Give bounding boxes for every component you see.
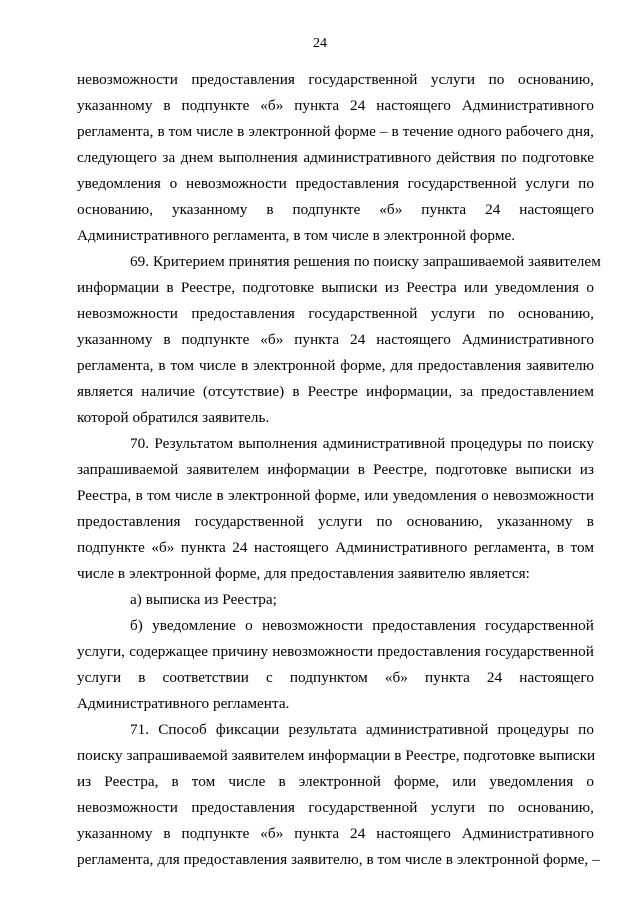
text-line: информации в Реестре, подготовке выписки из Реестра или уведомления о [77, 279, 594, 296]
text-line: невозможности предоставления государственной услуги по основанию, [77, 71, 594, 88]
paragraph-69-first-line: 69. Критерием принятия решения по поиску запрашиваемой заявителем [130, 253, 601, 270]
page-number: 24 [313, 36, 327, 51]
text-line: которой обратился заявитель. [77, 409, 270, 426]
list-item-b: б) уведомление о невозможности предоставления государственной [130, 617, 594, 634]
text-line: регламента, в том числе в электронной форме – в течение одного рабочего дня, [77, 123, 594, 140]
text-line: Административного регламента. [77, 695, 290, 712]
text-line: основанию, указанному в подпункте «б» пункта 24 настоящего [77, 201, 594, 218]
text-line: услуги в соответствии с подпунктом «б» пункта 24 настоящего [77, 669, 594, 686]
text-line: указанному в подпункте «б» пункта 24 настоящего Административного [77, 97, 594, 114]
paragraph-71-first-line: 71. Способ фиксации результата административной процедуры по [130, 721, 594, 738]
text-line: числе в электронной форме, для предоставления заявителю является: [77, 565, 530, 582]
text-line: услуги, содержащее причину невозможности предоставления государственной [77, 643, 594, 660]
text-line: подпункте «б» пункта 24 настоящего Административного регламента, в том [77, 539, 594, 556]
text-line: указанному в подпункте «б» пункта 24 настоящего Административного [77, 331, 594, 348]
text-line: невозможности предоставления государственной услуги по основанию, [77, 799, 594, 816]
text-line: из Реестра, в том числе в электронной форме, или уведомления о [77, 773, 594, 790]
text-line: запрашиваемой заявителем информации в Реестре, подготовке выписки из [77, 461, 594, 478]
text-line: указанному в подпункте «б» пункта 24 настоящего Административного [77, 825, 594, 842]
text-line: невозможности предоставления государственной услуги по основанию, [77, 305, 594, 322]
text-line: регламента, в том числе в электронной форме, для предоставления заявителю [77, 357, 594, 374]
text-line: следующего за днем выполнения административного действия по подготовке [77, 149, 594, 166]
list-item-a: а) выписка из Реестра; [130, 591, 277, 608]
paragraph-70-first-line: 70. Результатом выполнения административной процедуры по поиску [130, 435, 594, 452]
text-line: регламента, для предоставления заявителю, в том числе в электронной форме, – [77, 851, 600, 868]
text-line: Реестра, в том числе в электронной форме, или уведомления о невозможности [77, 487, 594, 504]
text-line: поиску запрашиваемой заявителем информации в Реестре, подготовке выписки [77, 747, 596, 764]
text-line: является наличие (отсутствие) в Реестре информации, за предоставлением [77, 383, 594, 400]
text-line: предоставления государственной услуги по основанию, указанному в [77, 513, 594, 530]
text-line: уведомления о невозможности предоставления государственной услуги по [77, 175, 594, 192]
text-line: Административного регламента, в том числе в электронной форме. [77, 227, 516, 244]
